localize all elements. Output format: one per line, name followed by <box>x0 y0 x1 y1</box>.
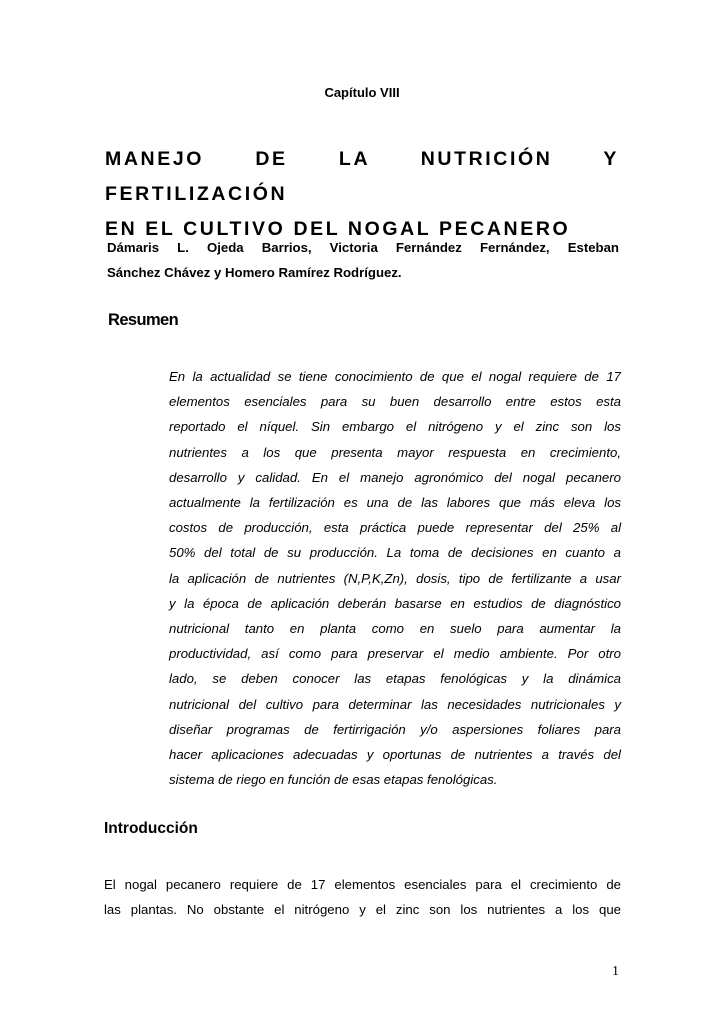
abstract-line: sistema de riego en función de esas etapas fenológicas. <box>169 772 498 788</box>
abstract-line: reportado el níquel. Sin embargo el nitrógeno y el zinc son los <box>169 419 621 435</box>
title-line-2: EN EL CULTIVO DEL NOGAL PECANERO <box>105 218 571 240</box>
authors <box>107 235 619 285</box>
abstract-line: En la actualidad se tiene conocimiento de que el nogal requiere de 17 <box>169 369 621 384</box>
intro-paragraph <box>104 872 621 922</box>
abstract-line: desarrollo y calidad. En el manejo agronómico del nogal pecanero <box>169 469 621 485</box>
chapter-title <box>105 142 619 247</box>
abstract-line: costos de producción, esta práctica puede representar del 25% al <box>169 520 621 536</box>
abstract-line: nutricional tanto en planta como en suelo para aumentar la <box>169 621 621 637</box>
page-number: 1 <box>612 964 619 979</box>
abstract-paragraph <box>169 364 621 792</box>
abstract-line: elementos esenciales para su buen desarrollo entre estos esta <box>169 394 621 410</box>
abstract-line: nutrientes a los que presenta mayor respuesta en crecimiento, <box>169 444 621 460</box>
abstract-line: lado, se deben conocer las etapas fenológicas y la dinámica <box>169 671 621 687</box>
authors-line-2: Sánchez Chávez y Homero Ramírez Rodríguez. <box>107 265 402 280</box>
section-heading-introduccion: Introducción <box>104 820 198 837</box>
intro-line: las plantas. No obstante el nitrógeno y el zinc son los nutrientes a los que <box>104 902 621 917</box>
abstract-line: 50% del total de su producción. La toma de decisiones en cuanto a <box>169 545 621 561</box>
abstract-line: productividad, así como para preservar el medio ambiente. Por otro <box>169 646 621 662</box>
abstract-line: nutricional del cultivo para determinar las necesidades nutricionales y <box>169 696 621 712</box>
abstract-line: diseñar programas de fertirrigación y/o aspersiones foliares para <box>169 721 621 737</box>
abstract-line: actualmente la fertilización es una de las labores que más eleva los <box>169 495 621 511</box>
abstract-line: la aplicación de nutrientes (N,P,K,Zn), dosis, tipo de fertilizante a usar <box>169 570 621 586</box>
title-line-1: MANEJO DE LA NUTRICIÓN Y FERTILIZACIÓN <box>105 148 619 205</box>
section-heading-resumen: Resumen <box>108 311 179 329</box>
abstract-line: y la época de aplicación deberán basarse en estudios de diagnóstico <box>169 595 621 611</box>
intro-line: El nogal pecanero requiere de 17 elementos esenciales para el crecimiento de <box>104 877 621 892</box>
chapter-label: Capítulo VIII <box>324 85 400 100</box>
authors-line-1: Dámaris L. Ojeda Barrios, Victoria Fernández Fernández, Esteban <box>107 240 619 255</box>
abstract-line: hacer aplicaciones adecuadas y oportunas de nutrientes a través del <box>169 747 621 763</box>
